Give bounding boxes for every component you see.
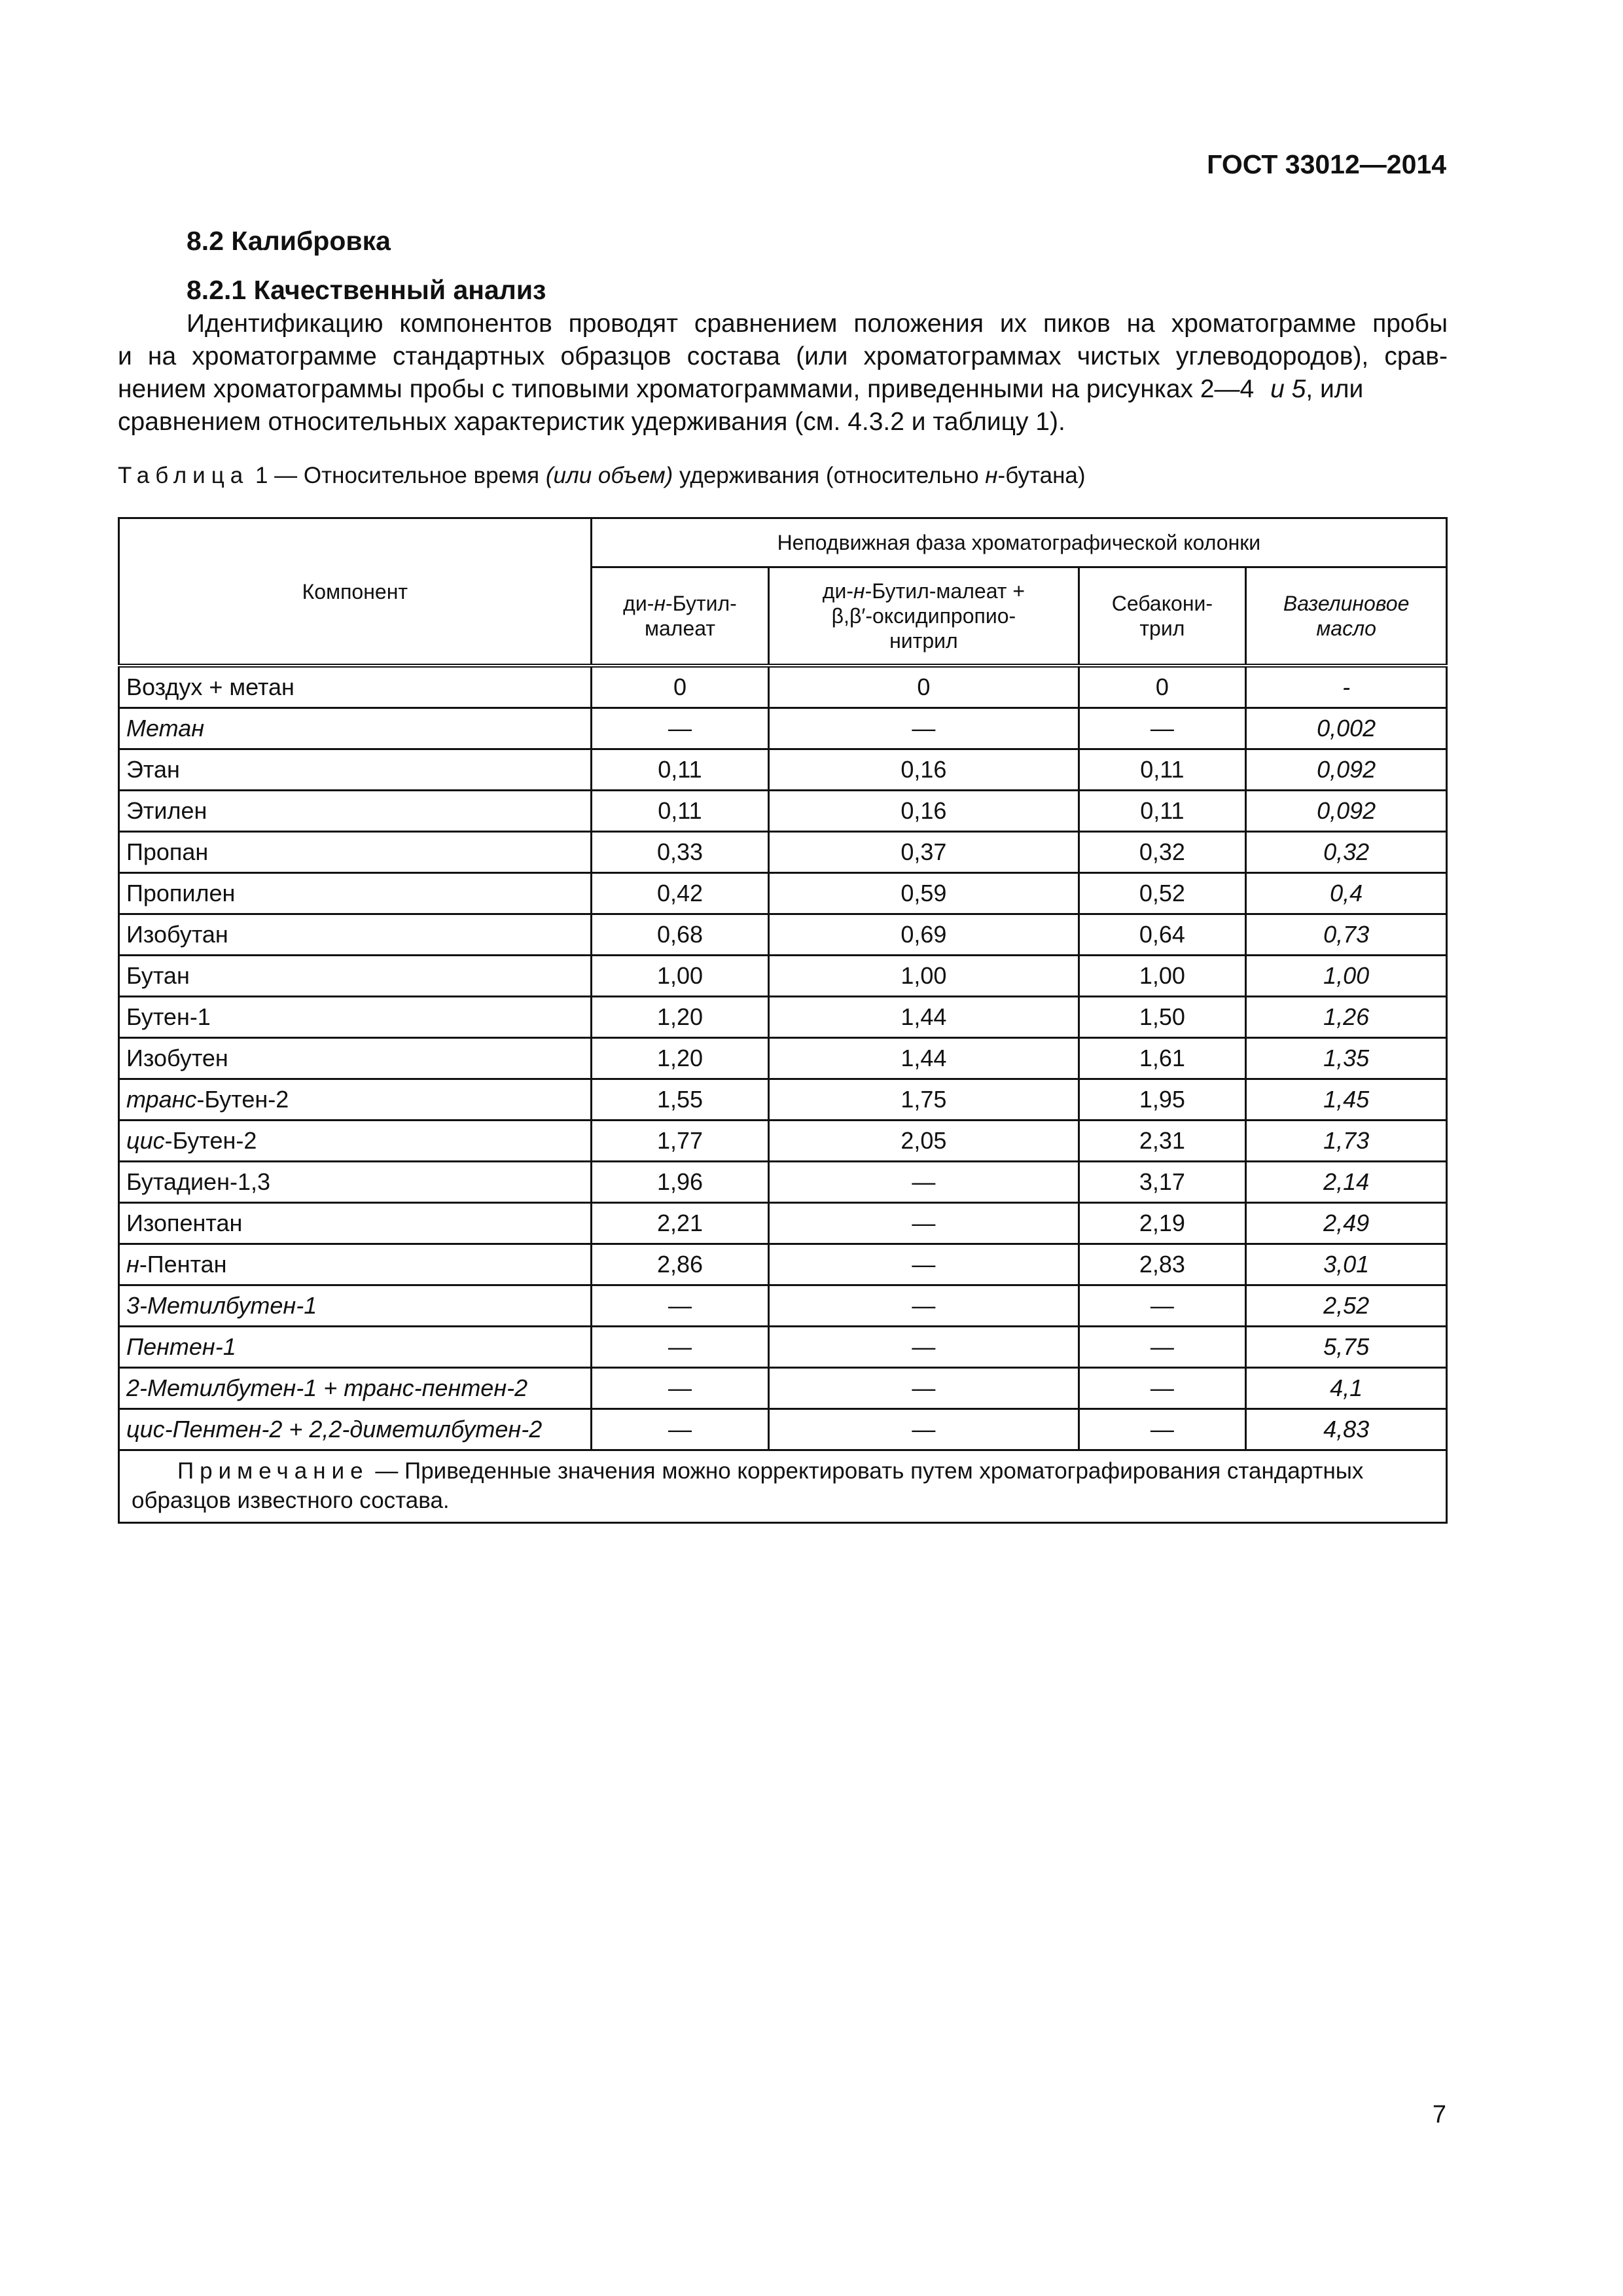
value-cell: 1,20 (591, 997, 769, 1038)
value-cell: 1,00 (769, 956, 1079, 997)
component-name-cell: транс-Бутен-2 (119, 1079, 592, 1121)
value-cell: — (1079, 1327, 1246, 1368)
value-cell: 2,19 (1079, 1203, 1246, 1244)
value-cell: — (769, 1203, 1079, 1244)
value-cell: 0,73 (1246, 914, 1447, 956)
caption-text: -бутана) (997, 463, 1086, 488)
value-cell: 1,00 (1079, 956, 1246, 997)
value-cell: — (1079, 1368, 1246, 1409)
value-cell: — (591, 1409, 769, 1450)
col-header-dibutyl-maleate-oxydipropionitrile: ди-н-Бутил-малеат + β,β′-оксидипропио- нитрил (769, 567, 1079, 666)
section-title: 8.2 Калибровка (187, 226, 391, 256)
value-cell: 0,69 (769, 914, 1079, 956)
caption-text: 1 — Относительное время (249, 463, 546, 488)
value-cell: 2,05 (769, 1121, 1079, 1162)
paragraph-italic: и 5 (1270, 375, 1306, 403)
component-name-cell: Бутадиен-1,3 (119, 1162, 592, 1203)
value-cell: — (1079, 708, 1246, 749)
value-cell: 0 (591, 666, 769, 708)
value-cell: 0,59 (769, 873, 1079, 914)
paragraph-line (118, 373, 1448, 406)
table-row (119, 997, 1447, 1038)
component-name-cell: Воздух + метан (119, 666, 592, 708)
value-cell: 2,31 (1079, 1121, 1246, 1162)
paragraph-line: сравнением относительных характеристик удерживания (см. 4.3.2 и таблицу 1). (118, 408, 1065, 436)
value-cell: 5,75 (1246, 1327, 1447, 1368)
value-cell: 3,01 (1246, 1244, 1447, 1285)
value-cell: — (769, 708, 1079, 749)
value-cell: 2,83 (1079, 1244, 1246, 1285)
value-cell: 0,37 (769, 832, 1079, 873)
component-name-cell: цис-Бутен-2 (119, 1121, 592, 1162)
table-row (119, 873, 1447, 914)
value-cell: 1,26 (1246, 997, 1447, 1038)
value-cell: 1,35 (1246, 1038, 1447, 1079)
value-cell: 0 (769, 666, 1079, 708)
component-name-cell: Бутен-1 (119, 997, 592, 1038)
value-cell: 0,64 (1079, 914, 1246, 956)
table-row (119, 956, 1447, 997)
table-row (119, 1327, 1447, 1368)
value-cell: 2,52 (1246, 1285, 1447, 1327)
component-name-cell: Изобутан (119, 914, 592, 956)
value-cell: 0,52 (1079, 873, 1246, 914)
table-row (119, 1285, 1447, 1327)
table-row (119, 1203, 1447, 1244)
component-name-cell: Метан (119, 708, 592, 749)
table-caption (118, 463, 1086, 489)
table-row (119, 791, 1447, 832)
col-header-dibutyl-maleate: ди-н-Бутил- малеат (591, 567, 769, 666)
value-cell: 3,17 (1079, 1162, 1246, 1203)
value-cell: — (769, 1327, 1079, 1368)
value-cell: — (591, 1327, 769, 1368)
caption-text: удерживания (относительно (673, 463, 986, 488)
value-cell: — (591, 1368, 769, 1409)
value-cell: 1,61 (1079, 1038, 1246, 1079)
component-name-cell: Этан (119, 749, 592, 791)
note-text: образцов известного состава. (132, 1488, 450, 1513)
value-cell: — (769, 1162, 1079, 1203)
table-row (119, 914, 1447, 956)
component-name-cell: Бутан (119, 956, 592, 997)
table-row (119, 1162, 1447, 1203)
caption-label: Таблица (118, 463, 249, 488)
value-cell: 2,21 (591, 1203, 769, 1244)
value-cell: 0,16 (769, 791, 1079, 832)
component-name-cell: Пропилен (119, 873, 592, 914)
value-cell: 0,33 (591, 832, 769, 873)
value-cell: 0,68 (591, 914, 769, 956)
component-name-cell: 2-Метилбутен-1 + транс-пентен-2 (119, 1368, 592, 1409)
value-cell: 0,32 (1079, 832, 1246, 873)
component-name-cell: цис-Пентен-2 + 2,2-диметилбутен-2 (119, 1409, 592, 1450)
table-row (119, 708, 1447, 749)
note-label: Примечание (177, 1458, 369, 1484)
value-cell: 1,44 (769, 997, 1079, 1038)
table-body (119, 666, 1447, 1450)
table-row (119, 832, 1447, 873)
value-cell: 1,00 (591, 956, 769, 997)
table-row (119, 1079, 1447, 1121)
value-cell: — (591, 708, 769, 749)
table-row (119, 666, 1447, 708)
value-cell: 0,32 (1246, 832, 1447, 873)
component-name-cell: н-Пентан (119, 1244, 592, 1285)
table-note (119, 1450, 1447, 1523)
page-number: 7 (1432, 2101, 1446, 2128)
value-cell: 0,11 (1079, 749, 1246, 791)
value-cell: 1,00 (1246, 956, 1447, 997)
table-row (119, 1409, 1447, 1450)
body-paragraph (118, 308, 1448, 439)
table-row (119, 749, 1447, 791)
value-cell: 0 (1079, 666, 1246, 708)
value-cell: 4,1 (1246, 1368, 1447, 1409)
value-cell: 4,83 (1246, 1409, 1447, 1450)
value-cell: 1,20 (591, 1038, 769, 1079)
caption-italic: (или объем) (545, 463, 673, 488)
component-name-cell: 3-Метилбутен-1 (119, 1285, 592, 1327)
value-cell: 0,002 (1246, 708, 1447, 749)
col-header-vaseline-oil: Вазелиновое масло (1246, 567, 1447, 666)
component-name-cell: Пропан (119, 832, 592, 873)
value-cell: 1,96 (591, 1162, 769, 1203)
value-cell: 0,4 (1246, 873, 1447, 914)
caption-italic: н (985, 463, 998, 488)
value-cell: — (769, 1285, 1079, 1327)
value-cell: 1,44 (769, 1038, 1079, 1079)
value-cell: 1,55 (591, 1079, 769, 1121)
paragraph-line: Идентификацию компонентов проводят сравнением положения их пиков на хроматограмме пробы (187, 310, 1448, 338)
subsection-title: 8.2.1 Качественный анализ (187, 275, 546, 305)
value-cell: — (769, 1368, 1079, 1409)
stationary-phase-header: Неподвижная фаза хроматографической колонки (591, 518, 1446, 567)
value-cell: — (769, 1409, 1079, 1450)
value-cell: 1,75 (769, 1079, 1079, 1121)
value-cell: 2,86 (591, 1244, 769, 1285)
value-cell: 2,14 (1246, 1162, 1447, 1203)
value-cell: — (769, 1244, 1079, 1285)
value-cell: — (1079, 1409, 1246, 1450)
value-cell: 0,11 (1079, 791, 1246, 832)
value-cell: 2,49 (1246, 1203, 1447, 1244)
table-row (119, 1038, 1447, 1079)
paragraph-text: нением хроматограммы пробы с типовыми хроматограммами, приведенными на рисунках 2—4 (118, 375, 1255, 403)
value-cell: 1,50 (1079, 997, 1246, 1038)
component-name-cell: Пентен-1 (119, 1327, 592, 1368)
retention-table (118, 517, 1448, 1524)
value-cell: — (1079, 1285, 1246, 1327)
table-row (119, 1121, 1447, 1162)
value-cell: 0,16 (769, 749, 1079, 791)
value-cell: 1,95 (1079, 1079, 1246, 1121)
component-header: Компонент (119, 518, 592, 666)
value-cell: 0,11 (591, 749, 769, 791)
paragraph-text: , или (1306, 375, 1364, 403)
value-cell: — (591, 1285, 769, 1327)
value-cell: 1,45 (1246, 1079, 1447, 1121)
document-header: ГОСТ 33012—2014 (1207, 149, 1446, 179)
table-row (119, 1368, 1447, 1409)
value-cell: 0,11 (591, 791, 769, 832)
value-cell: 0,092 (1246, 791, 1447, 832)
table-row (119, 1244, 1447, 1285)
paragraph-line: и на хроматограмме стандартных образцов состава (или хроматограммах чистых углеводородов), срав- (118, 342, 1448, 370)
component-name-cell: Этилен (119, 791, 592, 832)
value-cell: 1,73 (1246, 1121, 1447, 1162)
note-text: — Приведенные значения можно корректировать путем хроматографирования стандартных (368, 1458, 1364, 1484)
col-header-sebaconitrile: Себакони- трил (1079, 567, 1246, 666)
value-cell: 0,42 (591, 873, 769, 914)
component-name-cell: Изобутен (119, 1038, 592, 1079)
component-name-cell: Изопентан (119, 1203, 592, 1244)
value-cell: 1,77 (591, 1121, 769, 1162)
value-cell: - (1246, 666, 1447, 708)
value-cell: 0,092 (1246, 749, 1447, 791)
